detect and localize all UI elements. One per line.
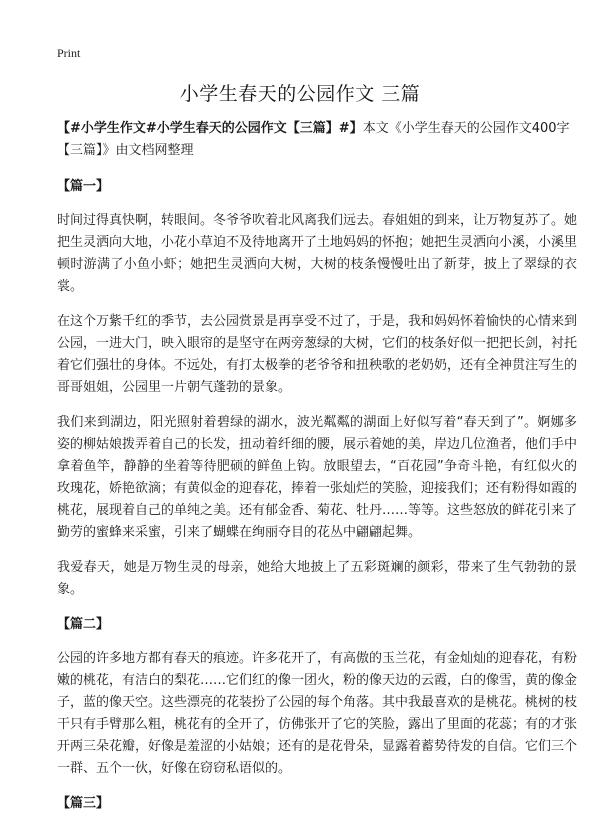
section-1 — [57, 176, 577, 601]
paragraph: 时间过得真快啊，转眼间。冬爷爷吹着北风离我们远去。春姐姐的到来，让万物复苏了。她把生灵洒向大地，小花小草迫不及待地离开了土地妈妈的怀抱；她把生灵洒向小溪，小溪里顿时游满了小鱼小虾；她把生灵洒向大树，大树的枝条慢慢吐出了新芽，披上了翠绿的衣裳。 — [57, 213, 578, 294]
intro-text: 本文《小学生春天的公园作文400字【三篇】》由文档网整理 — [57, 121, 570, 158]
section-heading: 【篇二】 — [57, 617, 110, 632]
section-3 — [57, 793, 577, 815]
paragraph: 在这个万紫千红的季节，去公园赏景是再享受不过了，于是，我和妈妈怀着愉快的心情来到公园，一进大门，映入眼帘的是坚守在两旁葱绿的大树，它们的枝条好似一把把长剑，衬托着它们强壮的身体。不远处，有打太极拳的老爷爷和扭秧歌的老奶奶，还有全神贯注写生的哥哥姐姐，公园里一片朝气蓬勃的景象。 — [57, 314, 578, 395]
intro-tag: 【#小学生作文#小学生春天的公园作文【三篇】#】 — [57, 121, 363, 136]
paragraph: 我们来到湖边，阳光照射着碧绿的湖水，波光粼粼的湖面上好似写着“春天到了”。婀娜多姿的柳姑娘拨弄着自己的长发，扭动着纤细的腰，展示着她的美，岸边几位渔者，他们手中拿着鱼竿，静静的坐着等待肥硕的鲜鱼上钩。放眼望去，“百花园”争奇斗艳，有红似火的玫瑰花，娇艳欲滴；有黄似金的迎春花，捧着一张灿烂的笑脸，迎接我们；还有粉得如霞的桃花，展现着自己的单纯之美。还有郁金香、菊花、牡丹……等等。这些怒放的鲜花引来了勤劳的蜜蜂来采蜜，引来了蝴蝶在绚丽夺目的花丛中翩翩起舞。 — [57, 415, 578, 540]
paragraph: 公园的许多地方都有春天的痕迹。许多花开了，有高傲的玉兰花，有金灿灿的迎春花，有粉嫩的桃花，有洁白的梨花……它们红的像一团火，粉的像天边的云霞，白的像雪，黄的像金子，蓝的像天空。这些漂亮的花装扮了公园的每个角落。其中我最喜欢的是桃花。桃树的枝干只有手臂那么粗，桃花有的全开了，仿佛张开了它的笑脸，露出了里面的花蕊；有的才张开两三朵花瓣，好像是羞涩的小姑娘；还有的是花骨朵，显露着蓄势待发的自信。它们三个一群、五个一伙，好像在窃窃私语似的。 — [57, 651, 578, 776]
section-heading: 【篇三】 — [57, 796, 110, 811]
paragraph: 我爱春天，她是万物生灵的母亲，她给大地披上了五彩斑斓的颜彩，带来了生气勃勃的景象。 — [57, 560, 577, 597]
article-intro — [57, 118, 577, 162]
section-heading: 【篇一】 — [57, 179, 110, 194]
page-title: 小学生春天的公园作文 三篇 — [179, 83, 421, 105]
section-2 — [57, 614, 577, 780]
article-body — [57, 118, 577, 827]
print-link[interactable]: Print — [57, 46, 81, 60]
